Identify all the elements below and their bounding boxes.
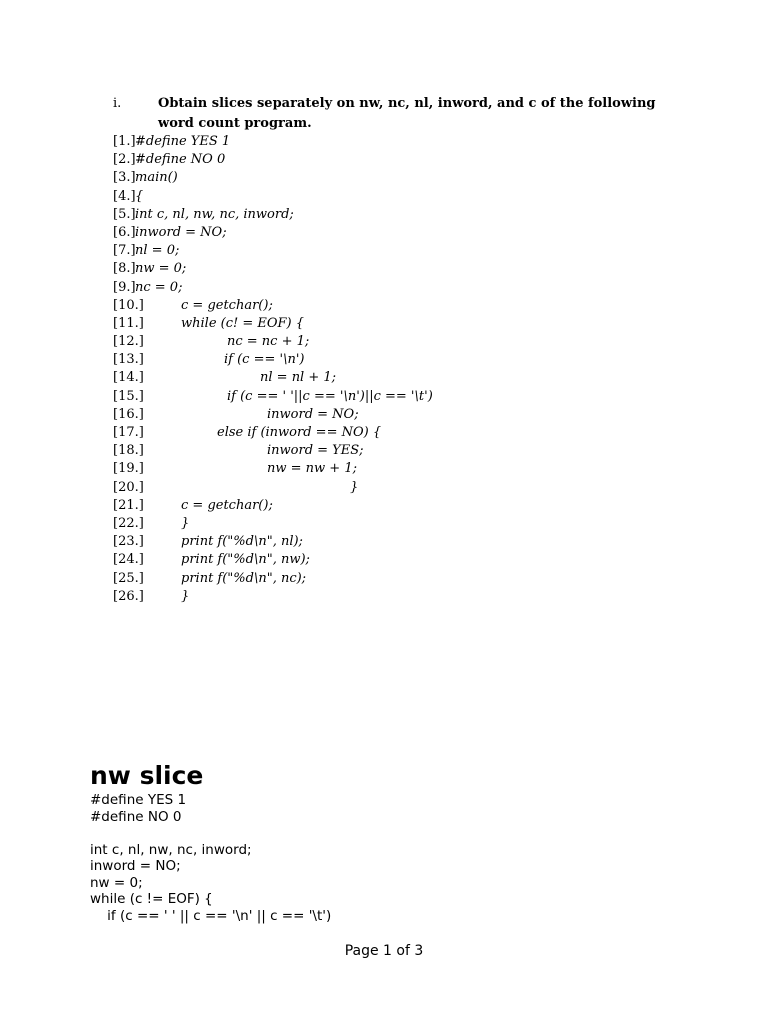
line-number: [10.]	[113, 297, 144, 313]
line-number: [17.]	[113, 425, 144, 440]
code-text: c = getchar();	[181, 497, 273, 513]
code-text: print f("%d\n", nl);	[181, 534, 303, 550]
code-text: nw = nw + 1;	[267, 461, 357, 477]
code-text: int c, nl, nw, nc, inword;	[135, 206, 294, 222]
line-number: [23.]	[113, 534, 144, 550]
line-number: [8.]	[113, 261, 136, 277]
slice-code	[90, 792, 331, 924]
line-number: [14.]	[113, 370, 144, 386]
line-number: [12.]	[113, 334, 144, 350]
line-number: [25.]	[113, 570, 144, 586]
line-number: [3.]	[113, 170, 136, 186]
line-number: [22.]	[113, 515, 144, 531]
line-number: [13.]	[113, 352, 144, 368]
question-text: Obtain slices separately on nw, nc, nl, inword, and c of the following word count program.	[158, 96, 656, 131]
code-text: {	[135, 188, 144, 204]
line-number: [7.]	[113, 243, 136, 259]
slice-line: inword = NO;	[90, 858, 181, 874]
line-number: [18.]	[113, 443, 144, 459]
line-number: [16.]	[113, 406, 144, 422]
code-text: if (c == ' '||c == '\n')||c == '\t')	[227, 388, 433, 404]
slice-line: while (c != EOF) {	[90, 891, 213, 907]
code-text: }	[181, 588, 190, 604]
nw-slice-section	[90, 760, 331, 924]
line-number: [21.]	[113, 497, 144, 513]
line-number: [5.]	[113, 206, 136, 222]
code-text: inword = NO;	[267, 406, 359, 422]
line-number: [15.]	[113, 388, 144, 404]
code-text: nl = nl + 1;	[260, 370, 337, 386]
line-number: [11.]	[113, 315, 144, 331]
code-text: nc = nc + 1;	[227, 334, 310, 350]
line-number: [26.]	[113, 588, 144, 604]
code-text: #define NO 0	[135, 152, 226, 168]
code-text: }	[350, 479, 359, 495]
slice-line: #define YES 1	[90, 792, 187, 808]
question	[113, 94, 693, 134]
code-text: inword = NO;	[135, 224, 227, 240]
slice-line	[90, 825, 331, 842]
code-text: print f("%d\n", nc);	[181, 570, 307, 586]
line-number: [2.]	[113, 152, 136, 168]
line-number: [1.]	[113, 134, 136, 149]
code-text: #define YES 1	[135, 134, 231, 149]
code-text: if (c == '\n')	[224, 352, 305, 368]
line-number: [9.]	[113, 279, 136, 295]
line-number: [6.]	[113, 224, 136, 240]
code-text: }	[181, 515, 190, 531]
slice-line: nw = 0;	[90, 874, 143, 891]
code-text: nc = 0;	[135, 279, 183, 295]
code-text: inword = YES;	[267, 443, 364, 459]
code-text: c = getchar();	[181, 297, 273, 313]
page-footer: Page 1 of 3	[344, 943, 424, 959]
code-text: else if (inword == NO) {	[217, 425, 382, 440]
code-text: while (c! = EOF) {	[181, 315, 305, 331]
slice-line: if (c == ' ' || c == '\n' || c == '\t')	[90, 907, 332, 924]
slice-line: int c, nl, nw, nc, inword;	[90, 841, 252, 858]
code-text: main()	[135, 170, 178, 186]
code-text: nw = 0;	[135, 261, 187, 277]
question-number: i.	[113, 96, 122, 111]
line-number: [19.]	[113, 461, 144, 477]
line-number: [20.]	[113, 479, 144, 495]
code-text: nl = 0;	[135, 243, 180, 259]
slice-heading: nw slice	[90, 761, 204, 790]
line-number: [24.]	[113, 552, 144, 568]
code-text: print f("%d\n", nw);	[181, 552, 310, 568]
slice-line: #define NO 0	[90, 808, 182, 825]
line-number: [4.]	[113, 188, 136, 204]
